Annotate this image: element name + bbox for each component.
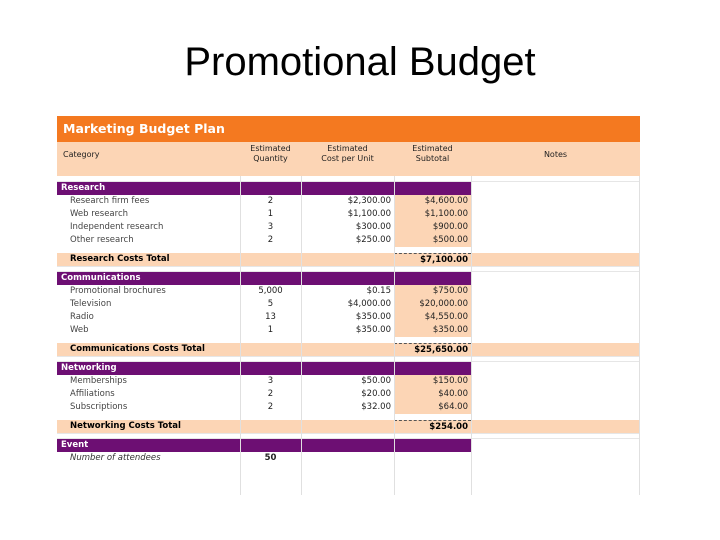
- header-cost: Estimated Cost per Unit: [321, 144, 374, 163]
- row-cost[interactable]: $350.00: [355, 312, 391, 322]
- row-subtotal[interactable]: $150.00: [394, 375, 471, 388]
- row-cost[interactable]: $350.00: [355, 325, 391, 335]
- row-subtotal[interactable]: $64.00: [394, 401, 471, 414]
- gridline-vertical: [471, 176, 472, 495]
- section-header: [57, 272, 640, 285]
- row-subtotal[interactable]: $900.00: [394, 221, 471, 234]
- section-name: Communications: [61, 273, 141, 283]
- row-category[interactable]: Web research: [70, 209, 129, 219]
- row-cost[interactable]: $4,000.00: [347, 299, 391, 309]
- row-cost[interactable]: $1,100.00: [347, 209, 391, 219]
- row-quantity[interactable]: 2: [267, 402, 274, 412]
- table-row: [57, 195, 640, 208]
- section-header: [57, 439, 640, 452]
- section-total-row: [57, 343, 640, 356]
- row-quantity[interactable]: 1: [267, 325, 274, 335]
- row-subtotal[interactable]: $4,600.00: [394, 195, 471, 208]
- header-quantity: Estimated Quantity: [250, 144, 291, 163]
- table-row: [57, 221, 640, 234]
- row-quantity[interactable]: 13: [265, 312, 276, 322]
- section-total-row: [57, 253, 640, 266]
- row-quantity[interactable]: 3: [267, 222, 274, 232]
- row-cost[interactable]: $0.15: [366, 286, 391, 296]
- budget-spreadsheet: [57, 116, 640, 495]
- section-total-label: Communications Costs Total: [70, 344, 205, 354]
- row-cost[interactable]: $32.00: [361, 402, 391, 412]
- section-name: Event: [61, 440, 89, 450]
- row-quantity[interactable]: 2: [267, 196, 274, 206]
- row-quantity[interactable]: 5: [267, 299, 274, 309]
- row-cost[interactable]: $250.00: [355, 235, 391, 245]
- header-notes: Notes: [543, 150, 568, 159]
- table-row: [57, 452, 640, 465]
- row-quantity[interactable]: 5,000: [258, 286, 283, 296]
- row-category[interactable]: Promotional brochures: [70, 286, 166, 296]
- row-category[interactable]: Affiliations: [70, 389, 115, 399]
- header-row: [57, 142, 640, 176]
- row-category[interactable]: Radio: [70, 312, 94, 322]
- row-subtotal[interactable]: $40.00: [394, 388, 471, 401]
- section-name: Networking: [61, 363, 117, 373]
- row-quantity[interactable]: 3: [267, 376, 274, 386]
- header-category: Category: [63, 150, 100, 159]
- section-total-value[interactable]: $7,100.00: [394, 253, 471, 266]
- gridline-vertical: [394, 176, 395, 495]
- gridline: [57, 433, 640, 434]
- row-cost[interactable]: $2,300.00: [347, 196, 391, 206]
- row-subtotal[interactable]: [394, 452, 471, 465]
- row-category[interactable]: Web: [70, 325, 89, 335]
- row-subtotal[interactable]: $750.00: [394, 285, 471, 298]
- row-category[interactable]: Subscriptions: [70, 402, 128, 412]
- row-quantity[interactable]: 2: [267, 389, 274, 399]
- sheet-banner-title: Marketing Budget Plan: [63, 121, 225, 136]
- table-row: [57, 298, 640, 311]
- section-header: [57, 362, 640, 375]
- row-category[interactable]: Other research: [70, 235, 134, 245]
- section-header: [57, 182, 640, 195]
- row-cost[interactable]: $300.00: [355, 222, 391, 232]
- row-category[interactable]: Memberships: [70, 376, 127, 386]
- row-cost[interactable]: [301, 452, 394, 465]
- section-total-label: Research Costs Total: [70, 254, 170, 264]
- table-row: [57, 311, 640, 324]
- table-row: [57, 324, 640, 337]
- sheet-banner: [57, 116, 640, 142]
- row-subtotal[interactable]: $350.00: [394, 324, 471, 337]
- gridline-vertical: [639, 176, 640, 495]
- row-category[interactable]: Research firm fees: [70, 196, 150, 206]
- section-total-row: [57, 420, 640, 433]
- row-cost[interactable]: $20.00: [361, 389, 391, 399]
- header-subtotal: Estimated Subtotal: [412, 144, 453, 163]
- row-subtotal[interactable]: $500.00: [394, 234, 471, 247]
- section-total-label: Networking Costs Total: [70, 421, 181, 431]
- table-row: [57, 234, 640, 247]
- row-subtotal[interactable]: $20,000.00: [394, 298, 471, 311]
- section-total-value[interactable]: $25,650.00: [394, 343, 471, 356]
- gridline: [57, 356, 640, 357]
- row-category[interactable]: Number of attendees: [70, 453, 161, 463]
- gridline-vertical: [240, 176, 241, 495]
- table-row: [57, 388, 640, 401]
- row-category[interactable]: Television: [70, 299, 112, 309]
- section-total-value[interactable]: $254.00: [394, 420, 471, 433]
- row-subtotal[interactable]: $1,100.00: [394, 208, 471, 221]
- table-row: [57, 285, 640, 298]
- row-quantity[interactable]: 50: [264, 453, 277, 463]
- gridline: [57, 266, 640, 267]
- row-quantity[interactable]: 2: [267, 235, 274, 245]
- row-category[interactable]: Independent research: [70, 222, 164, 232]
- slide-title: Promotional Budget: [184, 40, 536, 84]
- section-name: Research: [61, 183, 106, 193]
- gridline-vertical: [301, 176, 302, 495]
- row-quantity[interactable]: 1: [267, 209, 274, 219]
- table-row: [57, 208, 640, 221]
- table-row: [57, 375, 640, 388]
- table-row: [57, 401, 640, 414]
- row-cost[interactable]: $50.00: [361, 376, 391, 386]
- row-subtotal[interactable]: $4,550.00: [394, 311, 471, 324]
